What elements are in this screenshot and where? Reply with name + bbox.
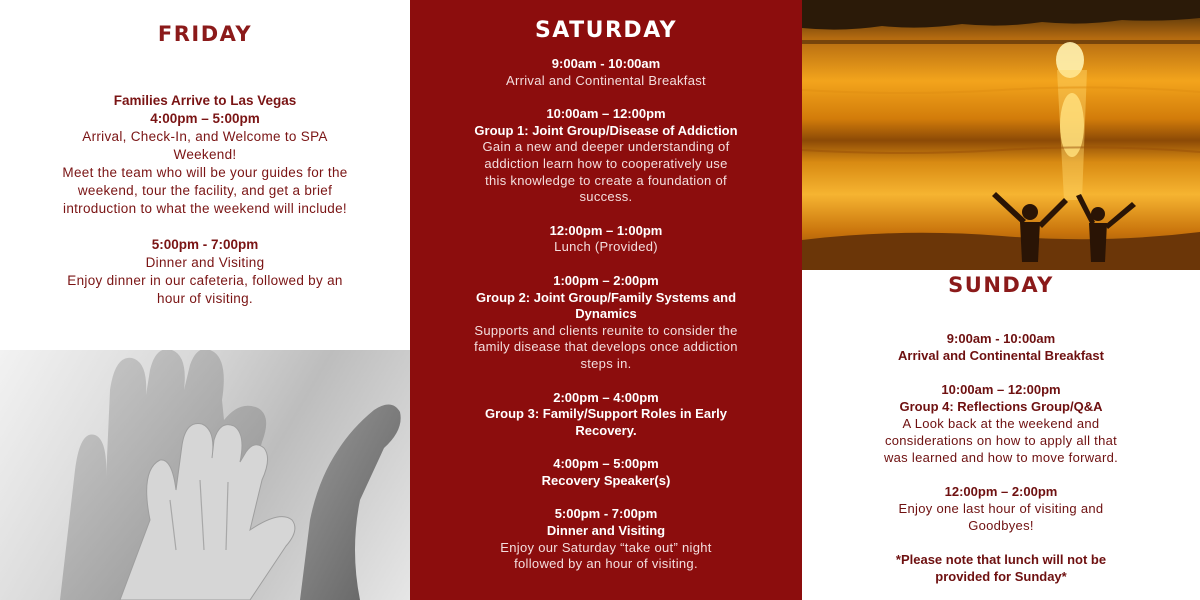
schedule-time: 9:00am - 10:00am	[551, 56, 661, 71]
schedule-time: 2:00pm – 4:00pm	[553, 389, 659, 405]
schedule-group-title: Arrival and Continental Breakfast	[898, 348, 1104, 363]
sunset-image	[802, 0, 1200, 270]
schedule-group-title: Recovery Speaker(s)	[541, 472, 671, 488]
friday-desc-1-line: weekend, tour the facility, and get a brief	[77, 183, 333, 198]
friday-heading: Families Arrive to Las Vegas	[113, 93, 297, 108]
schedule-desc: this knowledge to create a foundation of	[485, 172, 727, 188]
spacer	[428, 439, 784, 456]
schedule-desc: A Look back at the weekend and	[902, 416, 1100, 431]
schedule-time: 12:00pm – 1:00pm	[549, 222, 663, 238]
spacer	[0, 218, 410, 236]
saturday-title: SATURDAY	[534, 18, 678, 43]
friday-desc-1-line: Arrival, Check-In, and Welcome to SPA	[82, 129, 328, 144]
schedule-group-title: Dinner and Visiting	[546, 523, 666, 539]
schedule-desc: considerations on how to apply all that	[884, 433, 1118, 448]
friday-time-2: 5:00pm - 7:00pm	[151, 237, 259, 252]
spacer	[428, 89, 784, 106]
schedule-desc: steps in.	[580, 355, 632, 371]
schedule-desc: addiction learn how to cooperatively use	[484, 155, 728, 171]
sunday-note: *Please note that lunch will not be	[895, 552, 1107, 567]
sunset-photo	[802, 0, 1200, 270]
hands-photo	[0, 350, 410, 600]
friday-desc-1-line: Weekend!	[173, 147, 237, 162]
friday-desc-2-line: hour of visiting.	[157, 291, 253, 306]
saturday-schedule	[428, 56, 784, 573]
friday-desc-1-line: Meet the team who will be your guides for the	[62, 165, 348, 180]
sunday-note: provided for Sunday*	[935, 569, 1067, 584]
spacer	[842, 364, 1160, 381]
hands-image	[0, 350, 410, 600]
schedule-desc: Arrival and Continental Breakfast	[506, 72, 706, 88]
schedule-group-title: Group 2: Joint Group/Family Systems and	[475, 289, 737, 305]
spacer	[842, 534, 1160, 551]
schedule-desc: Supports and clients reunite to consider the	[474, 322, 738, 338]
schedule-time: 12:00pm – 2:00pm	[944, 484, 1058, 499]
schedule-desc: followed by an hour of visiting.	[514, 556, 698, 572]
schedule-desc: success.	[579, 189, 633, 205]
schedule-time: 9:00am - 10:00am	[946, 331, 1056, 346]
schedule-group-title: Dynamics	[575, 306, 637, 322]
schedule-group-title: Group 3: Family/Support Roles in Early	[485, 406, 727, 422]
friday-schedule	[0, 92, 410, 308]
friday-title: FRIDAY	[157, 22, 253, 46]
schedule-desc: Lunch (Provided)	[554, 239, 658, 255]
friday-time-1: 4:00pm – 5:00pm	[150, 111, 260, 126]
schedule-group-title: Group 1: Joint Group/Disease of Addiction	[474, 122, 738, 138]
schedule-desc: Enjoy one last hour of visiting and	[898, 501, 1104, 516]
spacer	[428, 256, 784, 273]
schedule-desc: Gain a new and deeper understanding of	[482, 139, 730, 155]
sunday-schedule	[842, 330, 1160, 585]
schedule-time: 10:00am – 12:00pm	[546, 106, 666, 122]
sunday-title: SUNDAY	[948, 273, 1054, 297]
sunday-column	[802, 0, 1200, 600]
schedule-time: 5:00pm - 7:00pm	[554, 506, 658, 522]
schedule-time: 1:00pm – 2:00pm	[553, 272, 659, 288]
spacer	[428, 489, 784, 506]
friday-label-2: Dinner and Visiting	[145, 255, 265, 270]
spacer	[842, 466, 1160, 483]
schedule-group-title: Group 4: Reflections Group/Q&A	[899, 399, 1103, 414]
spacer	[428, 373, 784, 390]
saturday-column	[410, 0, 802, 600]
friday-column	[0, 0, 410, 600]
schedule-desc: Goodbyes!	[968, 518, 1034, 533]
friday-desc-1-line: introduction to what the weekend will include!	[63, 201, 347, 216]
schedule-time: 10:00am – 12:00pm	[941, 382, 1061, 397]
schedule-group-title: Recovery.	[575, 422, 637, 438]
spacer	[428, 206, 784, 223]
schedule-time: 4:00pm – 5:00pm	[553, 456, 659, 472]
friday-desc-2-line: Enjoy dinner in our cafeteria, followed by an	[67, 273, 343, 288]
schedule-desc: family disease that develops once addiction	[474, 339, 738, 355]
schedule-desc: was learned and how to move forward.	[883, 450, 1119, 465]
schedule-desc: Enjoy our Saturday “take out” night	[500, 539, 712, 555]
